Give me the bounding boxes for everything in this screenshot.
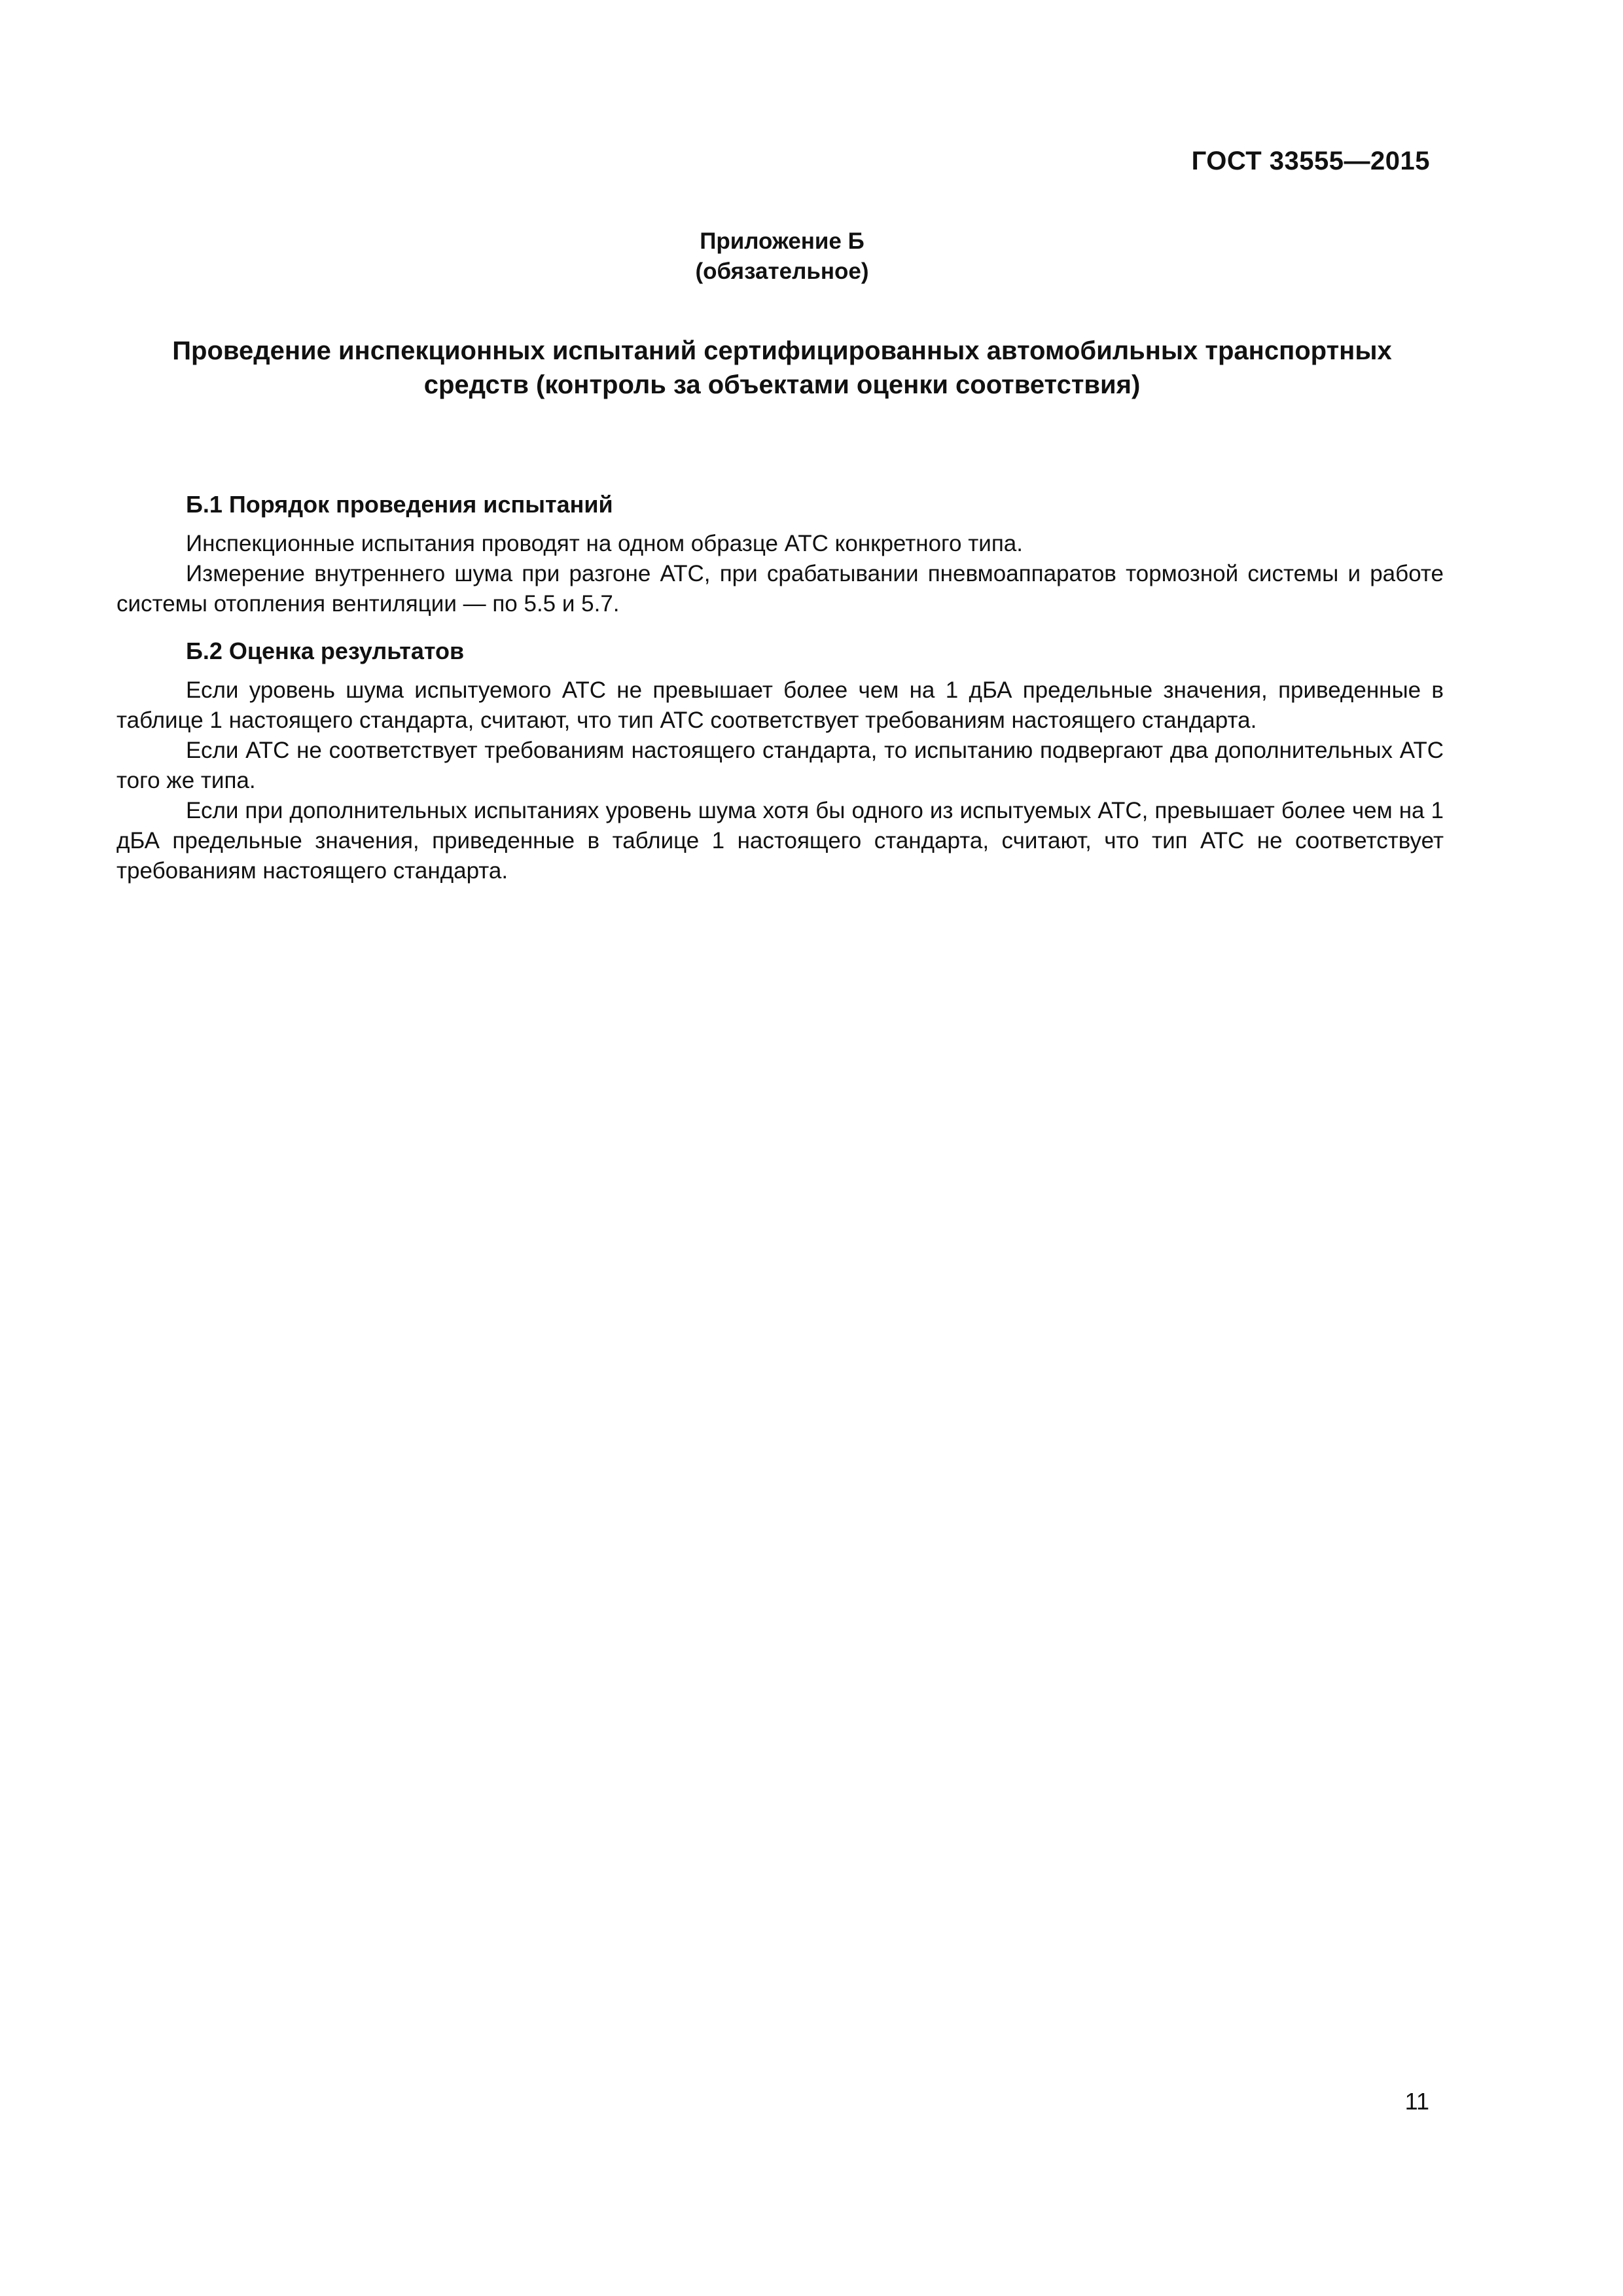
document-code: ГОСТ 33555—2015 <box>1191 147 1430 175</box>
paragraph: Измерение внутреннего шума при разгоне АТС, при срабатывании пневмоаппаратов тормозной системы и работе системы отопления вентиляции — по 5.5 и 5.7. <box>116 561 1444 617</box>
page-title-line-1: Проведение инспекционных испытаний сертифицированных автомобильных транспортных <box>172 336 1392 365</box>
section-heading: Б.1 Порядок проведения испытаний <box>186 491 613 518</box>
section-b1 <box>116 490 1444 619</box>
page-title <box>118 334 1446 402</box>
appendix-status: (обязательное) <box>695 259 869 284</box>
appendix-block <box>0 226 1564 287</box>
document-body <box>116 490 1444 903</box>
section-heading: Б.2 Оценка результатов <box>186 637 465 664</box>
page-title-line-2: средств (контроль за объектами оценки соответствия) <box>423 370 1141 399</box>
section-b2 <box>116 636 1444 886</box>
appendix-label: Приложение Б <box>700 228 865 254</box>
paragraph: Если АТС не соответствует требованиям настоящего стандарта, то испытанию подвергают два дополнительных АТС того же типа. <box>116 738 1444 793</box>
page-number: 11 <box>1404 2088 1429 2115</box>
paragraph: Если при дополнительных испытаниях уровень шума хотя бы одного из испытуемых АТС, превышает более чем на 1 дБА предельные значения, приведенные в таблице 1 настоящего стандарта, считают, что тип АТС не соответствует требованиям настоящего стандарта. <box>116 798 1444 884</box>
paragraph: Если уровень шума испытуемого АТС не превышает более чем на 1 дБА предельные значения, приведенные в таблице 1 настоящего стандарта, считают, что тип АТС соответствует требованиям настоящего стандарта. <box>116 677 1444 733</box>
paragraph: Инспекционные испытания проводят на одном образце АТС конкретного типа. <box>186 531 1023 556</box>
